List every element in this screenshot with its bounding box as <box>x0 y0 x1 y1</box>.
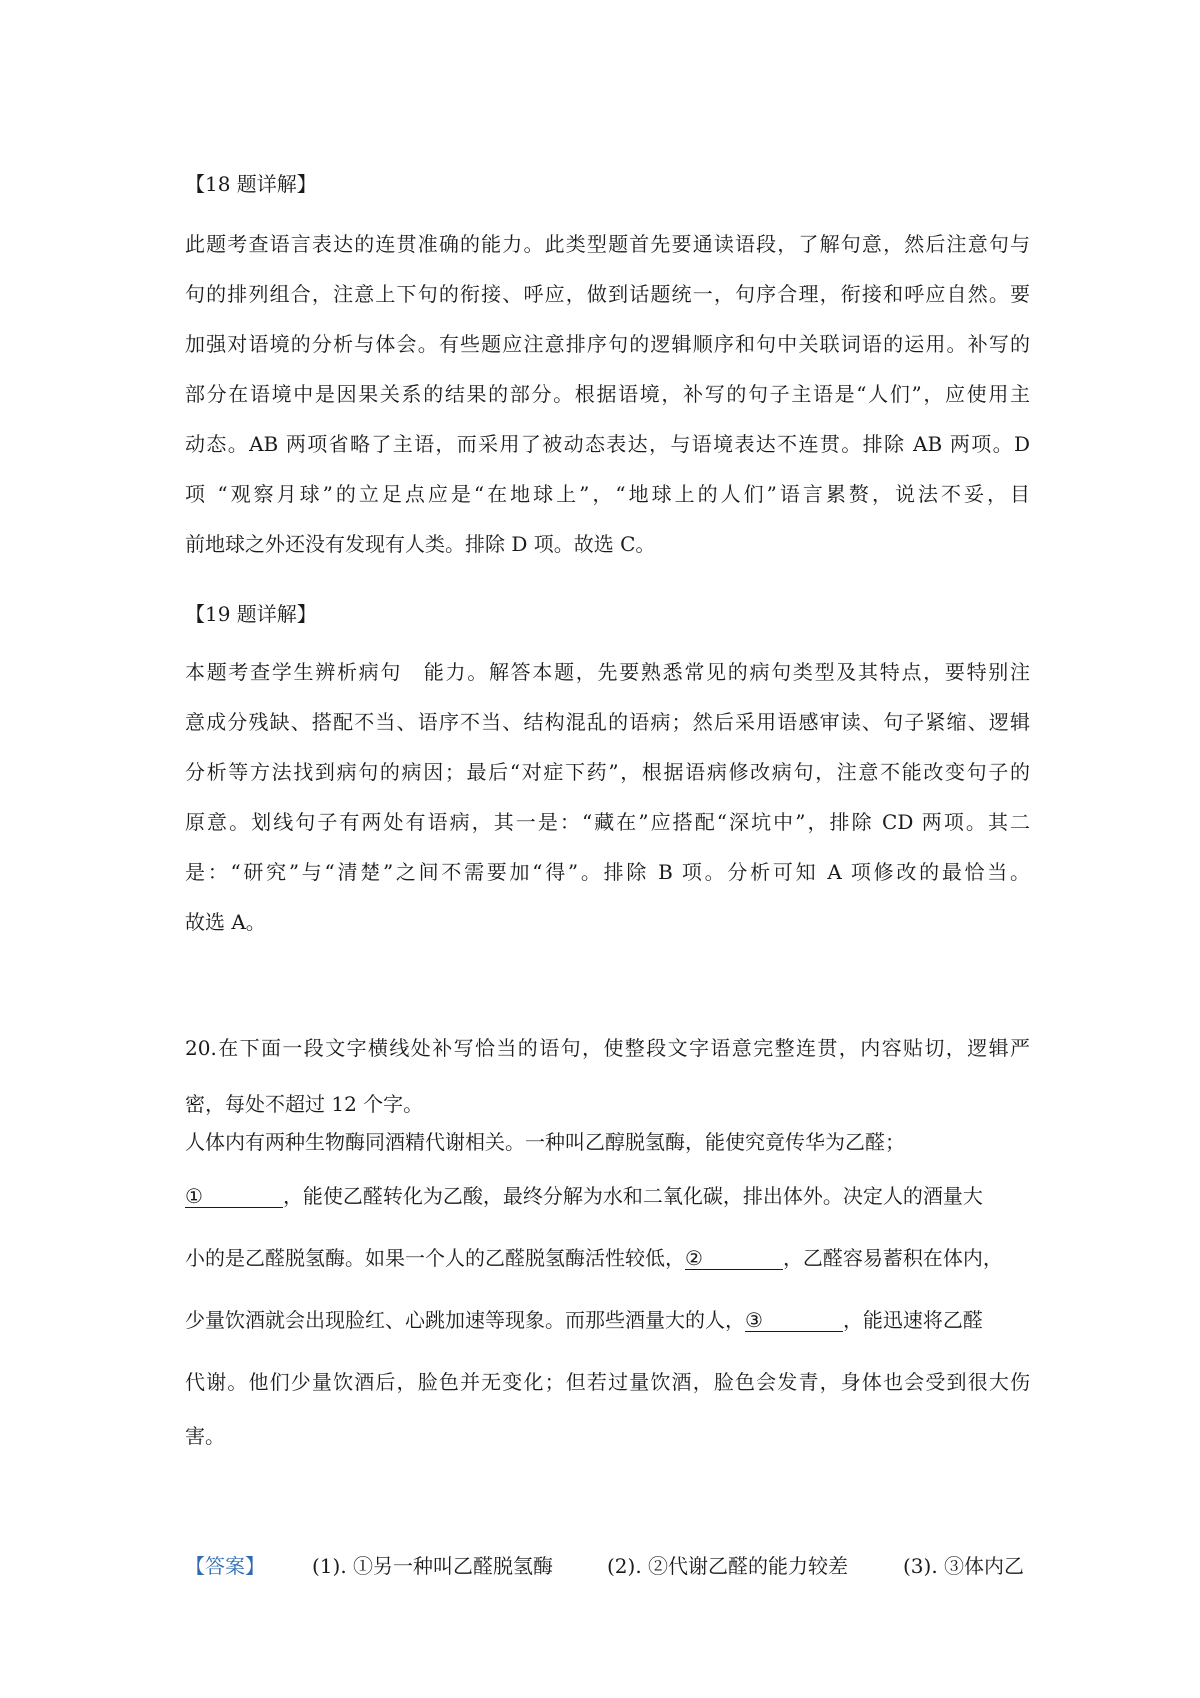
section-18-line-4: 部分在语境中是因果关系的结果的部分。根据语境，补写的句子主语是“人们”，应使用主 <box>185 382 1030 406</box>
question-20-paragraph-line-3 <box>185 1242 1030 1271</box>
section-18-heading: 【18 题详解】 <box>185 172 317 196</box>
section-18-line-1: 此题考查语言表达的连贯准确的能力。此类型题首先要通读语段，了解句意，然后注意句与 <box>185 232 1030 256</box>
section-18-line-5: 动态。AB 两项省略了主语，而采用了被动态表达，与语境表达不连贯。排除 AB 两项。D <box>185 432 1030 456</box>
paragraph-text: ，能使乙醛转化为乙酸，最终分解为水和二氧化碳，排出体外。决定人的酒量大 <box>282 1184 983 1208</box>
answer-item-3: (3). ③体内乙 <box>903 1554 1025 1578</box>
question-20-paragraph-line-5: 代谢。他们少量饮酒后，脸色并无变化；但若过量饮酒，脸色会发青，身体也会受到很大伤 <box>185 1370 1030 1394</box>
question-20-paragraph-line-6: 害。 <box>185 1424 225 1448</box>
section-19-line-1: 本题考查学生辨析病句 能力。解答本题，先要熟悉常见的病句类型及其特点，要特别注 <box>185 660 1030 684</box>
section-19-line-6: 故选 A。 <box>185 910 266 934</box>
question-20-paragraph-line-4 <box>185 1304 1030 1333</box>
section-19-heading: 【19 题详解】 <box>185 602 317 626</box>
blank-3[interactable]: ③ <box>745 1308 843 1332</box>
question-20-prompt-line-2: 密，每处不超过 12 个字。 <box>185 1092 424 1116</box>
answer-item-2: (2). ②代谢乙醛的能力较差 <box>607 1554 849 1578</box>
section-18-line-6: 项 “观察月球”的立足点应是“在地球上”，“地球上的人们”语言累赘，说法不妥，目 <box>185 482 1030 506</box>
blank-1[interactable]: ① <box>185 1184 283 1208</box>
section-19-line-5: 是：“研究”与“清楚”之间不需要加“得”。排除 B 项。分析可知 A 项修改的最恰当。 <box>185 860 1030 884</box>
question-20-paragraph-line-1: 人体内有两种生物酶同酒精代谢相关。一种叫乙醇脱氢酶，能使究竟传华为乙醛； <box>185 1130 905 1154</box>
paragraph-text: 少量饮酒就会出现脸红、心跳加速等现象。而那些酒量大的人， <box>185 1308 745 1332</box>
paragraph-text: 小的是乙醛脱氢酶。如果一个人的乙醛脱氢酶活性较低， <box>185 1246 685 1270</box>
section-19-line-3: 分析等方法找到病句的病因；最后“对症下药”，根据语病修改病句，注意不能改变句子的 <box>185 760 1030 784</box>
section-18-line-2: 句的排列组合，注意上下句的衔接、呼应，做到话题统一，句序合理，衔接和呼应自然。要 <box>185 282 1030 306</box>
section-18-line-7: 前地球之外还没有发现有人类。排除 D 项。故选 C。 <box>185 532 656 556</box>
section-19-line-2: 意成分残缺、搭配不当、语序不当、结构混乱的语病；然后采用语感审读、句子紧缩、逻辑 <box>185 710 1030 734</box>
section-19-line-4: 原意。划线句子有两处有语病，其一是：“藏在”应搭配“深坑中”，排除 CD 两项。其二 <box>185 810 1030 834</box>
paragraph-text: ，乙醛容易蓄积在体内， <box>782 1246 1003 1270</box>
answer-item-1: (1). ①另一种叫乙醛脱氢酶 <box>312 1554 554 1578</box>
section-18-line-3: 加强对语境的分析与体会。有些题应注意排序句的逻辑顺序和句中关联词语的运用。补写的 <box>185 332 1030 356</box>
paragraph-text: ，能迅速将乙醛 <box>842 1308 983 1332</box>
question-20-prompt-line-1: 20.在下面一段文字横线处补写恰当的语句，使整段文字语意完整连贯，内容贴切，逻辑严 <box>185 1036 1030 1060</box>
question-20-paragraph-line-2 <box>185 1180 1030 1209</box>
answer-label: 【答案】 <box>185 1554 265 1578</box>
blank-2[interactable]: ② <box>685 1246 783 1270</box>
